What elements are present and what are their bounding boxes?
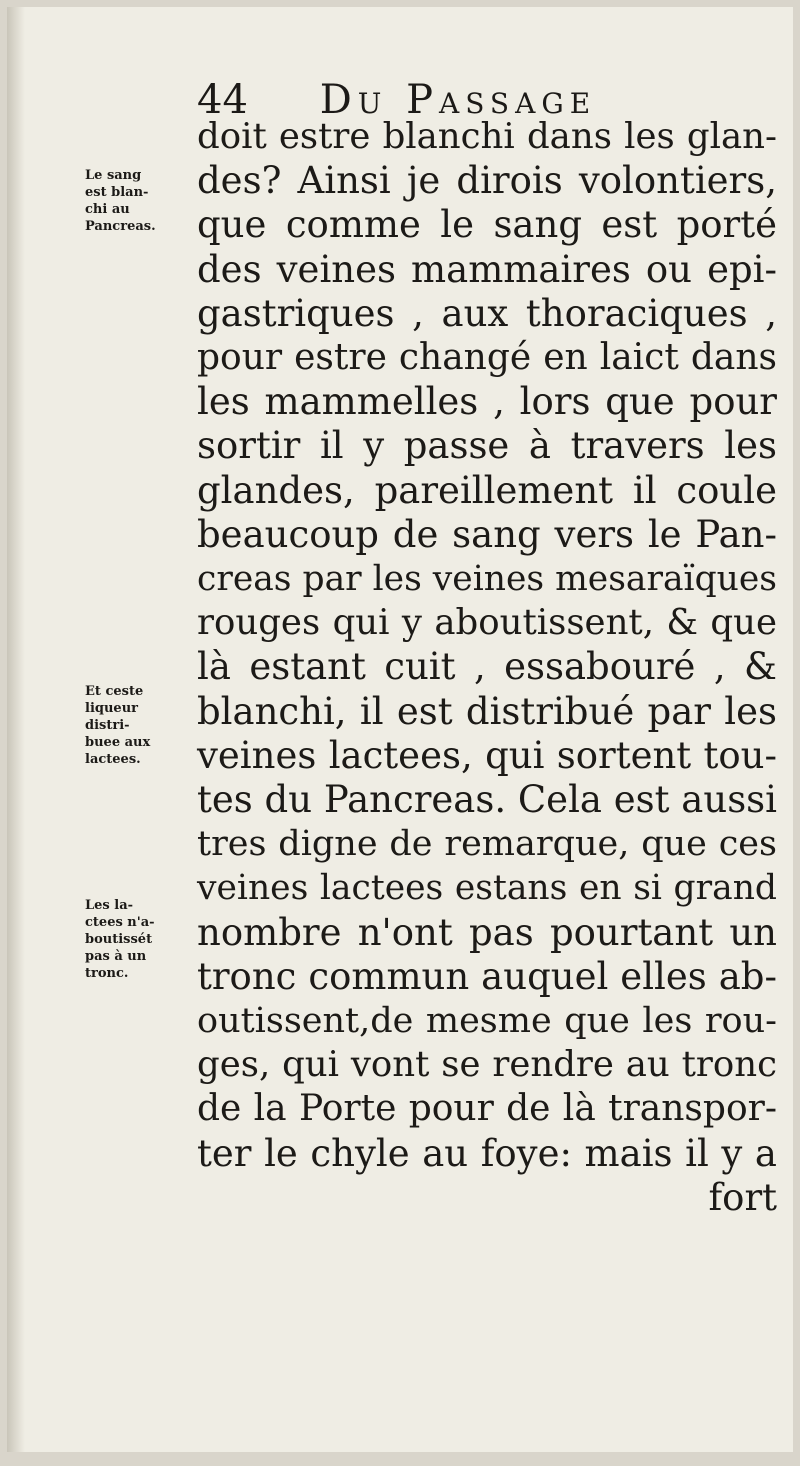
marginal-line: chi au (85, 202, 130, 217)
text-line: que comme le sang est porté (197, 203, 777, 247)
marginal-line: Le sang (85, 168, 142, 183)
marginal-line: pas à un (85, 949, 147, 964)
text-line: les mammelles , lors que pour (197, 380, 777, 424)
marginal-line: boutissét (85, 932, 153, 947)
text-line: des veines mammaires ou epi- (197, 247, 777, 291)
body-text (197, 115, 777, 1220)
marginal-line: est blan- (85, 185, 149, 200)
text-line: là estant cuit , essabouré , & (197, 645, 777, 689)
text-line: blanchi, il est distribué par les (197, 689, 777, 733)
text-line: rouges qui y aboutissent, & que (197, 602, 777, 644)
text-line: veines lactees estans en si grand (197, 868, 777, 909)
text-line: glandes, pareillement il coule (197, 468, 777, 512)
marginal-line: Et ceste (85, 684, 144, 699)
text-line: des? Ainsi je dirois volontiers, (197, 159, 777, 203)
marginal-line: buee aux (85, 735, 151, 750)
text-line: de la Porte pour de là transpor- (197, 1088, 777, 1130)
marginal-line: Pancreas. (85, 219, 156, 234)
marginal-note-1 (85, 167, 185, 235)
text-line: nombre n'ont pas pourtant un (197, 910, 777, 954)
text-line: sortir il y passe à travers les (197, 424, 777, 468)
marginal-line: Les la- (85, 898, 134, 913)
text-line: doit estre blanchi dans les glan- (197, 116, 777, 157)
marginal-line: lactees. (85, 752, 141, 767)
text-line: ges, qui vont se rendre au tronc (197, 1044, 777, 1086)
marginal-line: ctees n'a- (85, 915, 155, 930)
text-line: veines lactees, qui sortent tou- (197, 733, 777, 777)
book-page (7, 7, 793, 1452)
catchword: fort (708, 1175, 777, 1219)
text-line: ter le chyle au foye: mais il y a (197, 1131, 777, 1175)
marginal-line: liqueur (85, 701, 138, 716)
text-line: tes du Pancreas. Cela est aussi (197, 778, 777, 822)
text-line: beaucoup de sang vers le Pan- (197, 512, 777, 556)
text-line: gastriques , aux thoraciques , (197, 291, 777, 335)
marginal-line: tronc. (85, 966, 129, 981)
text-line: outissent,de mesme que les rou- (197, 1001, 777, 1042)
text-line: creas par les veines mesaraïques (197, 559, 777, 600)
text-line: tronc commun auquel elles ab- (197, 954, 777, 998)
page-number: 44 (197, 77, 248, 123)
text-line: pour estre changé en laict dans (197, 337, 777, 379)
text-line: tres digne de remarque, que ces (197, 824, 777, 865)
marginal-note-2 (85, 683, 185, 768)
marginal-note-3 (85, 897, 185, 982)
marginal-line: distri- (85, 718, 130, 733)
running-title: Du Passage (319, 77, 597, 123)
